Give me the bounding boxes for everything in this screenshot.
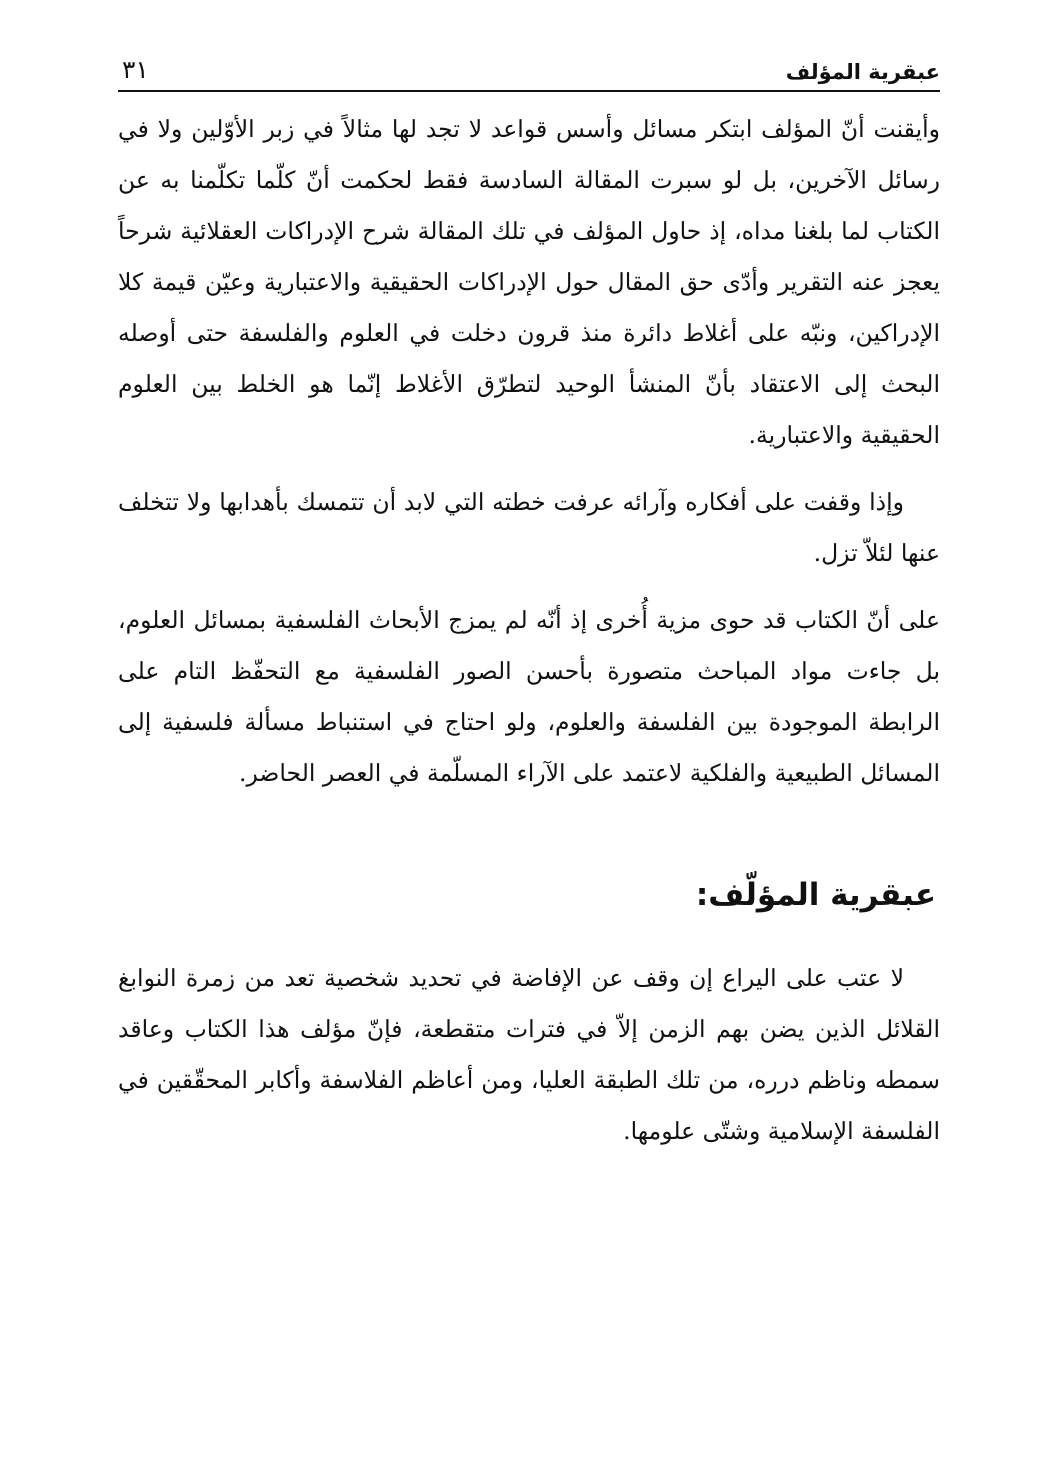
paragraph-originality: وأيقنت أنّ المؤلف ابتكر مسائل وأسس قواعد لا تجد لها مثالاً في زبر الأوّلين ولا في رسائل الآخرين، بل لو سبرت المقالة السادسة فقط لحكمت أنّ كلّما تكلّمنا به عن الكتاب لما بلغنا مداه، إذ حاول المؤلف في تلك المقالة شرح الإدراكات العقلائية شرحاً يعجز عنه التقرير وأدّى حق المقال حول الإدراكات الحقيقية والاعتبارية وعيّن قيمة كلا الإدراكين، ونبّه على أغلاط دائرة منذ قرون دخلت في العلوم والفلسفة حتى أوصله البحث إلى الاعتقاد بأنّ المنشأ الوحيد لتطرّق الأغلاط إنّما هو الخلط بين العلوم الحقيقية والاعتبارية. (118, 115, 940, 449)
paragraph-merit: على أنّ الكتاب قد حوى مزية أُخرى إذ أنّه لم يمزج الأبحاث الفلسفية بمسائل العلوم، بل جاءت مواد المباحث متصورة بأحسن الصور الفلسفية مع التحفّظ التام على الرابطة الموجودة بين الفلسفة والعلوم، ولو احتاج في استنباط مسألة فلسفية إلى المسائل الطبيعية والفلكية لاعتمد على الآراء المسلّمة في العصر الحاضر. (118, 606, 940, 787)
body-text (118, 104, 940, 1157)
running-header (118, 38, 940, 92)
book-page (118, 38, 940, 1173)
paragraph-method: وإذا وقفت على أفكاره وآرائه عرفت خطته التي لابد أن تتمسك بأهدابها ولا تتخلف عنها لئلاّ تزل. (118, 488, 940, 567)
section-heading: عبقرية المؤلّف: (695, 877, 936, 913)
running-header-title: عبقرية المؤلف (785, 60, 940, 84)
page-number: ٣١ (122, 55, 149, 84)
paragraph-author-genius: لا عتب على اليراع إن وقف عن الإفاضة في تحديد شخصية تعد من زمرة النوابغ القلائل الذين يضن بهم الزمن إلاّ في فترات متقطعة، فإنّ مؤلف هذا الكتاب وعاقد سمطه وناظم درره، من تلك الطبقة العليا، ومن أعاظم الفلاسفة وأكابر المحقّقين في الفلسفة الإسلامية وشتّى علومها. (118, 964, 940, 1145)
